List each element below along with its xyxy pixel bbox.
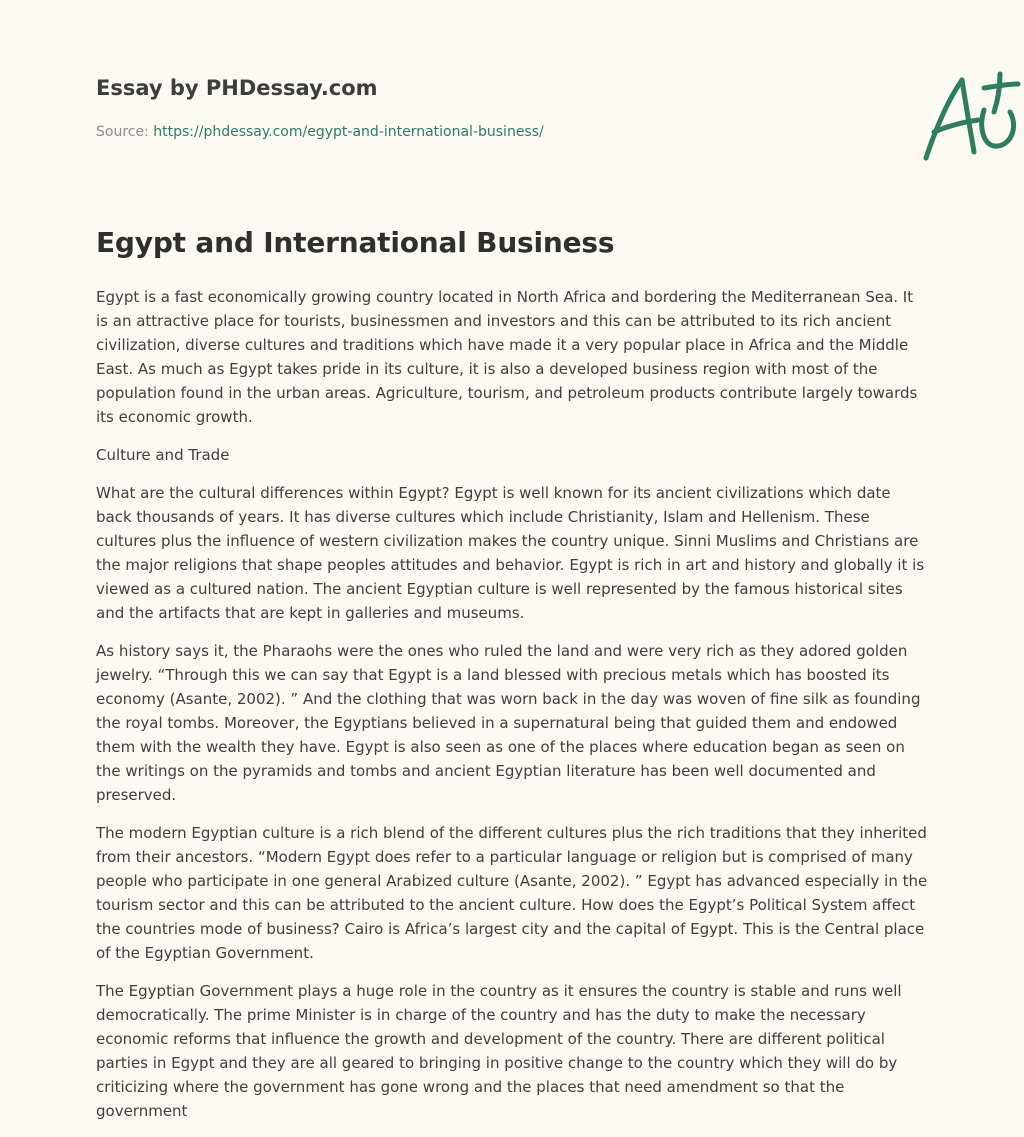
source-link[interactable]: https://phdessay.com/egypt-and-international-business/ [153, 124, 544, 140]
source-label: Source: [96, 124, 149, 140]
brand-heading: Essay by PHDessay.com [96, 76, 378, 100]
paragraph: The modern Egyptian culture is a rich blend of the different cultures plus the rich traditions that they inherited from their ancestors. “Modern Egypt does refer to a particular language or religion but is comprised of many people who participate in one general Arabized culture (Asante, 2002). ” Egypt has advanced especially in the tourism sector and this can be attributed to the ancient culture. How does the Egypt’s Political System affect the countries mode of business? Cairo is Africa’s largest city and the capital of Egypt. This is the Central place of the Egyptian Government. [96, 824, 928, 962]
paragraph: The Egyptian Government plays a huge role in the country as it ensures the country is stable and runs well democratically. The prime Minister is in charge of the country and has the duty to make the necessary economic reforms that influence the growth and development of the country. There are different political parties in Egypt and they are all geared to bringing in positive change to the country which they will do by criticizing where the government has gone wrong and the places that need amendment so that the government [96, 982, 902, 1120]
paragraph: Egypt is a fast economically growing country located in North Africa and bordering the Mediterranean Sea. It is an attractive place for tourists, businessmen and investors and this can be attributed to its rich ancient civilization, diverse cultures and traditions which have made it a very popular place in Africa and the Middle East. As much as Egypt takes pride in its culture, it is also a developed business region with most of the population found in the urban areas. Agriculture, tourism, and petroleum products contribute largely towards its economic growth. [96, 288, 918, 426]
essay-body [96, 285, 928, 1137]
section-heading: Culture and Trade [96, 446, 230, 464]
paragraph: As history says it, the Pharaohs were the ones who ruled the land and were very rich as they adored golden jewelry. “Through this we can say that Egypt is a land blessed with precious metals which has boosted its economy (Asante, 2002). ” And the clothing that was worn back in the day was woven of fine silk as founding the royal tombs. Moreover, the Egyptians believed in a supernatural being that guided them and endowed them with the wealth they have. Egypt is also seen as one of the places where education began as seen on the writings on the pyramids and tombs and ancient Egyptian literature has been well documented and preserved. [96, 642, 921, 804]
essay-title: Egypt and International Business [96, 226, 615, 259]
paragraph: What are the cultural differences within Egypt? Egypt is well known for its ancient civilizations which date back thousands of years. It has diverse cultures which include Christianity, Islam and Hellenism. These cultures plus the influence of western civilization makes the country unique. Sinni Muslims and Christians are the major religions that shape peoples attitudes and behavior. Egypt is rich in art and history and globally it is viewed as a cultured nation. The ancient Egyptian culture is well represented by the famous historical sites and the artifacts that are kept in galleries and museums. [96, 484, 925, 622]
a-plus-logo-icon [914, 66, 1024, 166]
source-line [96, 124, 544, 140]
